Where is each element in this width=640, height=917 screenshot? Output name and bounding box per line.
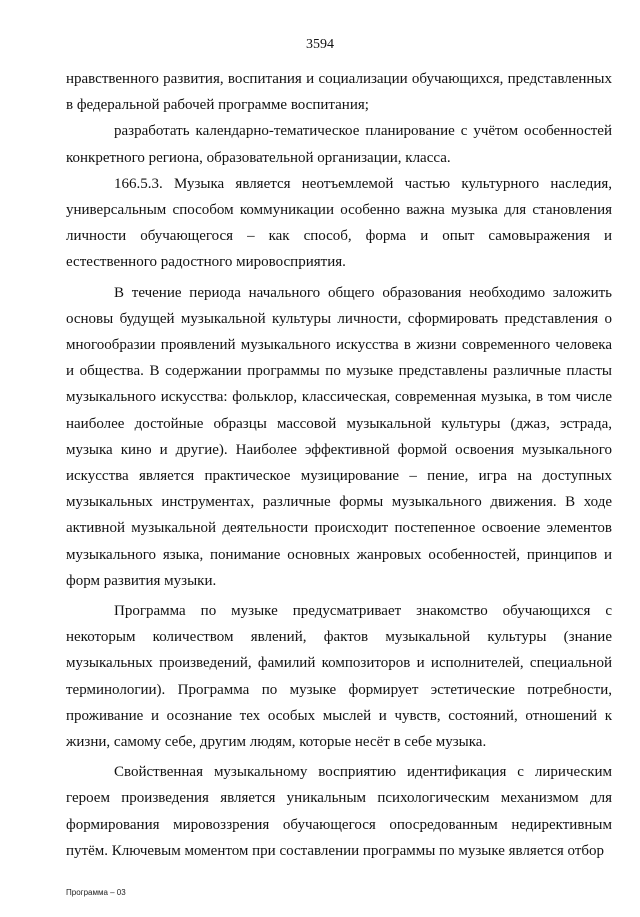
- paragraph-continuation: нравственного развития, воспитания и социализации обучающихся, представленных в федеральной рабочей программе воспитания;: [66, 71, 612, 114]
- paragraph-section-166-5-3: 166.5.3. Музыка является неотъемлемой частью культурного наследия, универсальным способом коммуникации особенно важна музыка для становления личности обучающегося – как способ, форма и опыт самовыражения и естественного радостного мировосприятия.: [66, 175, 612, 271]
- body-text: [66, 66, 612, 864]
- paragraph-identification: Свойственная музыкальному восприятию идентификация с лирическим героем произведения является уникальным психологическим механизмом для формирования мировоззрения обучающегося опосредованным недирективным путём. Ключевым моментом при составлении программы по музыке является отбор: [66, 764, 612, 859]
- paragraph-task: разработать календарно-тематическое планирование с учётом особенностей конкретного региона, образовательной организации, класса.: [66, 123, 612, 166]
- paragraph-primary-education: В течение периода начального общего образования необходимо заложить основы будущей музыкальной культуры личности, сформировать представления о многообразии проявлений музыкального искусства в жизни современного человека и общества. В содержании программы по музыке представлены различные пласты музыкального искусства: фольклор, классическая, современная музыка, в том числе наиболее достойные образцы массовой музыкальной культуры (джаз, эстрада, музыка кино и другие). Наиболее эффективной формой освоения музыкального искусства является практическое музицирование – пение, игра на доступных музыкальных инструментах, различные формы музыкального движения. В ходе активной музыкальной деятельности происходит постепенное освоение элементов музыкального языка, понимание основных жанровых особенностей, принципов и форм развития музыки.: [66, 284, 612, 589]
- page-number: 3594: [306, 37, 334, 52]
- paragraph-program-overview: Программа по музыке предусматривает знакомство обучающихся с некоторым количеством явлений, фактов музыкальной культуры (знание музыкальных произведений, фамилий композиторов и исполнителей, специальной терминологии). Программа по музыке формирует эстетические потребности, проживание и осознание тех особых мыслей и чувств, состояний, отношений к жизни, самому себе, другим людям, которые несёт в себе музыка.: [66, 603, 612, 751]
- footer-label: Программа – 03: [66, 888, 126, 897]
